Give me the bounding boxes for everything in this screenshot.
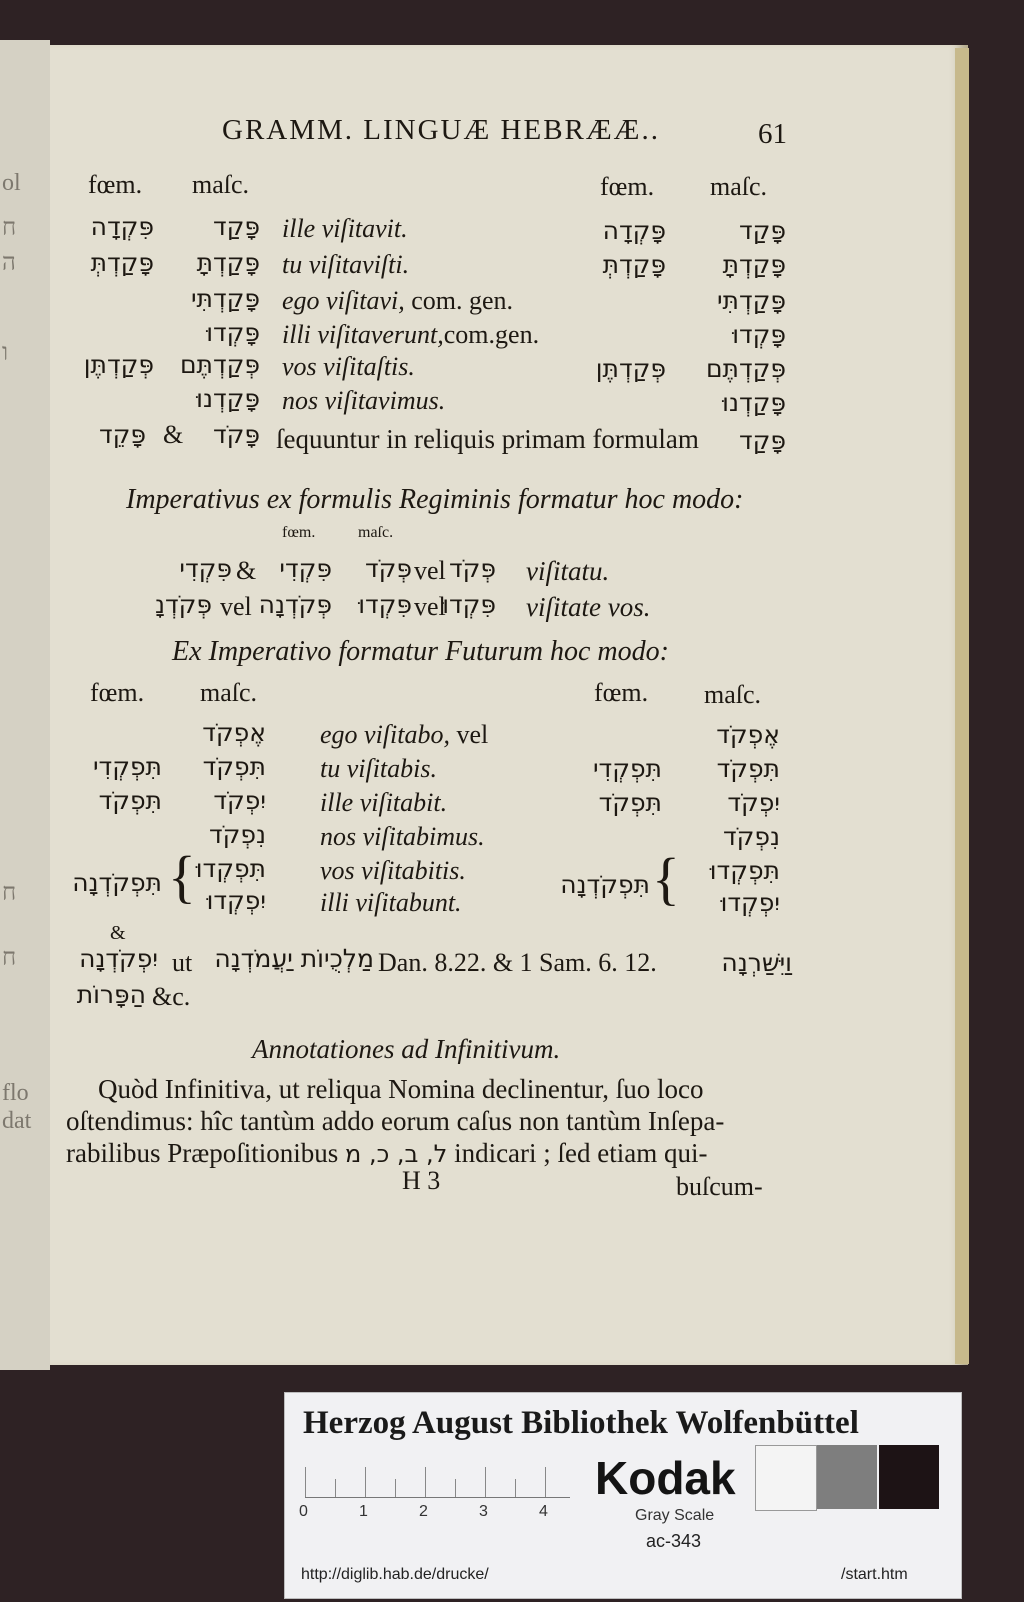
page-number: 61 [758,118,787,150]
hebrew-cell: אֶפְקֹד [716,720,780,749]
hebrew-cell: פָּקַדְתִּי [190,284,260,313]
hebrew-cell: פָּקְדָה [602,216,666,245]
latin-text: ego viſitavi, [282,286,405,315]
latin-cell [282,286,513,316]
hebrew-word: פִּקְדוּ [358,590,412,619]
hebrew-letters: ל, ב, כ, מ [345,1140,448,1168]
hebrew-cell: תִּפְקֹד [716,754,780,783]
latin-cell: nos viſitavimus. [282,386,446,415]
body-text: indicari ; ſed etiam qui- [454,1138,708,1168]
ampersand: & [163,420,184,449]
latin-text: viſitate vos. [526,592,651,622]
running-title: GRAMM. LINGUÆ HEBRÆÆ.. [222,114,660,146]
col-header: fœm. [90,678,145,707]
hebrew-phrase: מַלְכֻיוֹת יַעֲמֹדְנָה [214,944,374,973]
col-header: fœm. [88,170,143,199]
hebrew-word: פְּקֹדְנָה [258,590,332,619]
hebrew-cell: פָּקְדוּ [206,318,260,347]
hebrew-word: פָּקֹד [213,420,260,449]
hebrew-cell: פְּקַדְתֶּן [83,350,154,379]
ruler-tick [515,1479,516,1497]
col-header: fœm. [600,172,655,201]
ruler-number: 2 [419,1503,428,1520]
left-fragment: ה [2,250,16,276]
latin-note: com. gen. [404,286,514,315]
ruler-tick [545,1467,546,1497]
shelf-code: ac-343 [646,1531,702,1551]
latin-cell: vos viſitabitis. [320,856,466,885]
section-heading-future: Ex Imperativo formatur Futurum hoc modo: [172,636,669,667]
ruler-number: 0 [299,1503,308,1520]
hebrew-cell: פְּקַדְתֶּם [179,350,260,379]
vel-word: vel [414,592,446,621]
latin-cell: illi viſitabunt. [320,888,462,917]
page-edge [955,48,969,1364]
hebrew-word: פִּקְדִי [279,554,332,583]
hebrew-cell: פָּקַד [739,216,786,245]
latin-note: vel [449,720,489,749]
ruler-number: 4 [539,1503,548,1520]
hebrew-cell: אֶפְקֹד [202,718,266,747]
latin-cell [282,320,539,350]
left-page-edge [0,40,50,1370]
signature-mark: H 3 [402,1166,441,1195]
hebrew-cell: פָּקַדְתְּ [602,250,666,279]
col-header: maſc. [200,678,258,707]
sequel-text: ſequuntur in reliquis primam formulam [276,424,699,454]
hebrew-cell: פָּקַד [213,212,260,241]
body-line [66,1138,707,1169]
hebrew-cell: יִפְקֹד [213,786,266,815]
ruler-number: 3 [479,1503,488,1520]
hebrew-cell: פָּקְדוּ [732,320,786,349]
hebrew-cell: תִּפְקֹד [598,788,662,817]
hebrew-cell: פָּקַדְתִּי [716,286,786,315]
latin-note: com.gen. [443,320,540,349]
ruler-tick [485,1467,486,1497]
latin-text: ego viſitabo, [320,720,450,749]
hebrew-cell: יִפְקֹד [727,788,780,817]
hebrew-cell: יִפְקְדוּ [206,886,266,915]
hebrew-word: יִפְקֹדְנָה [79,944,158,973]
col-header: fœm. [594,678,649,707]
gray-swatch-mid [817,1445,877,1509]
catchword: buſcum- [676,1172,763,1201]
ruler-tick [335,1479,336,1497]
ampersand: & [110,922,126,944]
section-heading-annotations: Annotationes ad Infinitivum. [252,1034,561,1064]
latin-cell: tu viſitabis. [320,754,437,783]
imperative-col-fem: fœm. [282,524,316,541]
left-fragment: ol [2,170,21,196]
latin-cell: nos viſitabimus. [320,822,485,851]
latin-cell: vos viſitaſtis. [282,352,415,381]
section-heading-imperative: Imperativus ex formulis Regiminis formatur hoc modo: [126,484,744,515]
gray-swatch-white [755,1445,817,1511]
hebrew-cell: פָּקַדְתָּ [196,248,260,277]
brace: { [168,844,196,909]
latin-cell: ille viſitabit. [320,788,448,817]
scale-ruler [305,1463,570,1498]
hebrew-cell: פְּקַדְתֶּם [705,354,786,383]
imperative-col-masc: maſc. [358,524,394,541]
hebrew-word: פִּקְדִי [179,554,232,583]
url-left[interactable]: http://diglib.hab.de/drucke/ [301,1566,489,1583]
hebrew-cell: תִּפְקֹד [202,752,266,781]
hebrew-cell: פָּקַדְתְּ [90,248,154,277]
etc-text: &c. [152,982,191,1011]
vel-word: vel [414,556,446,585]
hebrew-cell: נִפְקֹד [208,820,266,849]
brace-fem-form: תִּפְקֹדְנָה [72,868,162,897]
hebrew-word: פָּקֵד [99,420,146,449]
gray-swatch-black [879,1445,939,1509]
url-right[interactable]: /start.htm [841,1566,908,1583]
hebrew-cell: פִּקְדָה [90,212,154,241]
left-fragment: flo [2,1080,29,1106]
hebrew-cell: פָּקַדְנוּ [722,388,786,417]
left-fragment: ו [2,340,9,366]
hebrew-word: וַיִּשַּׁרְנָה [721,948,792,977]
ruler-tick [425,1467,426,1497]
hebrew-word: פְּקֹדְנָ [154,590,212,619]
left-fragment: ח [2,945,17,971]
latin-text: illi viſitaverunt, [282,320,444,349]
hebrew-word: פְּקֹד [365,554,412,583]
latin-cell [320,720,488,750]
ampersand: & [236,556,257,585]
ruler-tick [365,1467,366,1497]
body-line: Quòd Infinitiva, ut reliqua Nomina declinentur, ſuo loco [98,1074,704,1104]
hebrew-cell: תִּפְקְדוּ [195,854,266,883]
col-header: maſc. [704,680,762,709]
col-header: maſc. [192,170,250,199]
ruler-tick [455,1479,456,1497]
body-text: rabilibus Præpoſitionibus [66,1138,339,1168]
latin-cell: ille viſitavit. [282,214,408,243]
latin-text: viſitatu. [526,556,610,586]
body-line: oſtendimus: hîc tantùm addo eorum caſus non tantùm Inſepa- [66,1106,725,1136]
left-fragment: dat [2,1108,32,1134]
hebrew-cell: יִפְקְדוּ [720,888,780,917]
left-fragment: ח [2,880,17,906]
col-header: maſc. [710,172,768,201]
hebrew-cell: תִּפְקְדִי [592,754,662,783]
hebrew-cell: תִּפְקְדִי [92,752,162,781]
ut-word: ut [172,948,193,977]
hebrew-cell: פָּקַדְתָּ [722,250,786,279]
latin-cell: tu viſitaviſti. [282,250,410,279]
scan-color-card [284,1392,962,1599]
hebrew-cell: תִּפְקֹד [98,786,162,815]
kodak-logo: Kodak [595,1452,736,1504]
ruler-tick [305,1467,306,1497]
hebrew-cell: פְּקַדְתֶּן [595,354,666,383]
ruler-number: 1 [359,1503,368,1520]
left-fragment: ח [2,215,17,241]
hebrew-word: פִּקְדוּ [442,590,496,619]
vel-word: vel [220,592,252,621]
library-name: Herzog August Bibliothek Wolfenbüttel [303,1405,859,1441]
hebrew-word: פְּקֹד [449,554,496,583]
ruler-tick [395,1479,396,1497]
hebrew-cell: פָּקַדְנוּ [196,384,260,413]
hebrew-word: פָּקַד [739,426,786,455]
hebrew-cell: נִפְקֹד [722,822,780,851]
scripture-reference: Dan. 8.22. & 1 Sam. 6. 12. [378,948,657,977]
hebrew-word: הַפָּרוֹת [76,980,146,1009]
brace-fem-form: תִּפְקֹדְנָה [560,870,650,899]
brace: { [652,846,680,911]
gray-scale-label: Gray Scale [635,1507,715,1524]
hebrew-cell: תִּפְקְדוּ [709,856,780,885]
